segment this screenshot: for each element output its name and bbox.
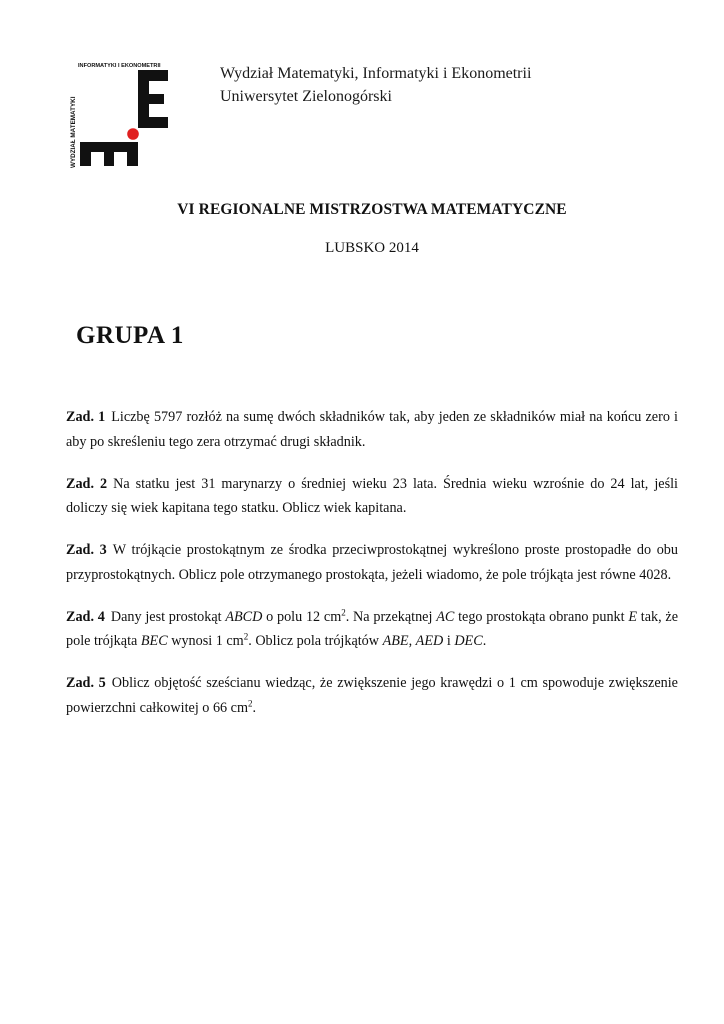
faculty-name: Wydział Matematyki, Informatyki i Ekonometrii <box>220 65 532 82</box>
logo-top-text: INFORMATYKI I EKONOMETRII <box>78 63 161 69</box>
page-title: VI REGIONALNE MISTRZOSTWA MATEMATYCZNE <box>177 201 567 218</box>
logo-vertical-text: WYDZIAŁ MATEMATYKI <box>70 96 77 168</box>
task-text: wynosi 1 cm <box>167 633 244 649</box>
task-5 <box>66 671 678 720</box>
task-text: . Na przekątnej <box>345 608 437 625</box>
logo-m-shape <box>80 142 138 166</box>
group-heading: GRUPA 1 <box>76 322 184 349</box>
math-aed: AED <box>415 633 444 649</box>
math-bec: BEC <box>140 633 168 649</box>
logo-e-shape <box>138 70 168 128</box>
superscript: 2 <box>243 631 249 642</box>
task-text: W trójkącie prostokątnym ze środka przeciwprostokątnej wykreślono proste prostopadłe do obu przyprostokątnych. Oblicz pole otrzymanego prostokąta, jeżeli wiadomo, że pole trójkąta jest równe 4028. <box>66 542 678 583</box>
faculty-logo <box>66 58 172 170</box>
task-text: , <box>408 633 416 649</box>
task-text: tego prostokąta obrano punkt <box>454 608 629 625</box>
task-label: Zad. 3 <box>66 542 107 558</box>
task-text: i <box>443 633 455 649</box>
task-text: Dany jest prostokąt <box>110 608 226 625</box>
task-list <box>66 405 678 738</box>
task-text: tak, że pole trójkąta <box>66 608 678 649</box>
task-text: . <box>252 699 257 716</box>
task-label: Zad. 2 <box>66 475 108 492</box>
math-ac: AC <box>436 608 455 625</box>
faculty-header <box>220 62 531 108</box>
task-text: . <box>482 633 487 649</box>
task-2 <box>66 472 678 521</box>
math-abe: ABE <box>382 633 409 649</box>
superscript: 2 <box>248 697 253 708</box>
task-text: . Oblicz pola trójkątów <box>248 633 383 649</box>
task-label: Zad. 1 <box>66 409 106 425</box>
task-label: Zad. 5 <box>66 675 106 691</box>
superscript: 2 <box>341 606 346 617</box>
math-e: E <box>628 608 638 625</box>
university-name: Uniwersytet Zielonogórski <box>220 88 392 105</box>
page-subtitle: LUBSKO 2014 <box>325 240 419 256</box>
task-label: Zad. 4 <box>66 608 105 625</box>
task-text: Liczbę 5797 rozłóż na sumę dwóch składników tak, aby jeden ze składników miał na końcu zero i aby po skreśleniu tego zera otrzymać drugi składnik. <box>66 409 678 450</box>
task-4 <box>66 605 678 654</box>
logo-red-dot <box>127 128 139 140</box>
task-text: Na statku jest 31 marynarzy o średniej wieku 23 lata. Średnia wieku wzrośnie do 24 lat, jeśli doliczy się wiek kapitana tego statku. Oblicz wiek kapitana. <box>66 475 678 516</box>
task-1 <box>66 405 678 454</box>
math-abcd: ABCD <box>225 608 263 625</box>
task-3 <box>66 538 678 587</box>
task-text: Oblicz objętość sześcianu wiedząc, że zwiększenie jego krawędzi o 1 cm spowoduje zwiększenie powierzchni całkowitej o 66 cm <box>66 675 678 716</box>
math-dec: DEC <box>454 633 483 649</box>
task-text: o polu 12 cm <box>262 608 342 625</box>
